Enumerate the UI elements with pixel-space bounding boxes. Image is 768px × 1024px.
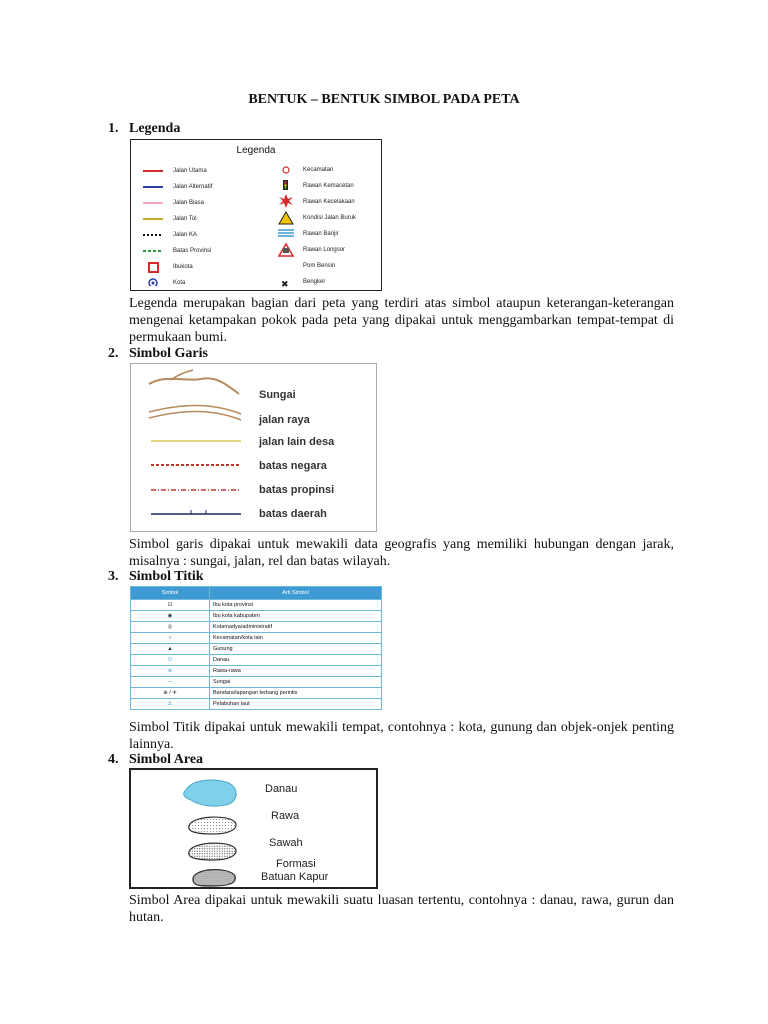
batuan-kapur-area-symbol: [193, 870, 235, 886]
section-number: 2.: [108, 346, 119, 361]
area-label: Formasi: [276, 858, 316, 870]
ibukota-symbol: [149, 263, 158, 272]
bandara-icon: ⊕ / ✈: [131, 688, 210, 699]
table-header-row: [131, 587, 382, 600]
section-title: Simbol Garis: [129, 346, 208, 361]
area-label: Rawa: [271, 810, 300, 822]
table-row: [131, 622, 382, 633]
table-header: Simbol: [131, 587, 210, 600]
simbol-area-figure: [129, 768, 378, 889]
legenda-item: Batas Provinsi: [173, 248, 212, 254]
legenda-item: Rawan Longsor: [303, 247, 346, 253]
section-number: 3.: [108, 569, 119, 584]
area-label: Sawah: [269, 837, 303, 849]
table-header: Arti Simbol: [210, 587, 382, 600]
section-paragraph-simbol-titik: Simbol Titik dipakai untuk mewakili tempat, contohnya : kota, gunung dan objek-onjek penting lainnya.: [129, 720, 674, 752]
area-symbols: [131, 770, 251, 887]
garis-symbols: [131, 364, 251, 531]
legenda-item: Rawan Banjir: [303, 231, 339, 237]
kondisi-jalan-buruk-symbol: [279, 212, 293, 224]
section-number: 4.: [108, 752, 119, 767]
table-row: [131, 699, 382, 710]
table-cell: Rawa-rawa: [210, 666, 382, 677]
table-cell: Ibu kota provinsi: [210, 600, 382, 611]
legenda-item: Jalan Utama: [173, 168, 207, 174]
legenda-item: Jalan Biasa: [173, 200, 205, 206]
table-row: [131, 688, 382, 699]
simbol-titik-table: [130, 586, 382, 710]
jalan-raya-symbol: [149, 406, 241, 415]
sungai-symbol: [149, 378, 239, 394]
section-title: Simbol Area: [129, 752, 204, 767]
section-paragraph-simbol-garis: Simbol garis dipakai untuk mewakili data geografis yang memiliki hubungan dengan jarak, misalnya : sungai, jalan, rel dan batas wilayah.: [129, 537, 674, 569]
table-row: [131, 633, 382, 644]
page-title: BENTUK – BENTUK SIMBOL PADA PETA: [248, 92, 520, 107]
garis-label: batas negara: [259, 460, 327, 472]
legenda-item: Jalan Tol: [173, 216, 197, 222]
table-row: [131, 600, 382, 611]
section-title: Simbol Titik: [129, 569, 204, 584]
legenda-item: Kota: [173, 280, 186, 286]
section-number: 1.: [108, 121, 119, 136]
legenda-item: Jalan Alternatif: [173, 184, 213, 190]
garis-label: jalan raya: [259, 414, 310, 426]
rawan-kecelakaan-symbol: [279, 194, 293, 208]
danau-area-symbol: [184, 780, 236, 806]
section-paragraph-simbol-area: Simbol Area dipakai untuk mewakili suatu luasan tertentu, contohnya : danau, rawa, gurun dan hutan.: [129, 893, 674, 925]
legenda-item: Rawan Kecelakaan: [303, 199, 355, 205]
legenda-right-symbols: [275, 164, 297, 288]
legenda-item: Jalan KA: [173, 232, 198, 238]
table-cell: Ibu kota kabupaten: [210, 611, 382, 622]
rawa-area-symbol: [189, 817, 236, 834]
area-label: Danau: [265, 783, 298, 795]
kecamatan-icon: ○: [131, 633, 210, 644]
legenda-item: Rawan Kemacetan: [303, 183, 354, 189]
kotamadya-icon: ◎: [131, 622, 210, 633]
legenda-item: Ibukota: [173, 264, 193, 270]
table-row: [131, 666, 382, 677]
ibu-kota-provinsi-icon: ⊡: [131, 600, 210, 611]
simbol-titik-figure: [130, 586, 382, 712]
table-row: [131, 644, 382, 655]
kecamatan-symbol: [283, 167, 289, 173]
section-paragraph-legenda: Legenda merupakan bagian dari peta yang terdiri atas simbol ataupun keterangan-keterangan mengenai ketampakan pokok pada peta yang dipakai untuk menggambarkan tempat-tempat di permukaan bumi.: [129, 296, 674, 345]
legenda-left-symbols: [141, 166, 169, 286]
ibu-kota-kabupaten-icon: ◉: [131, 611, 210, 622]
table-cell: Pelabuhan laut: [210, 699, 382, 710]
gunung-icon: ▲: [131, 644, 210, 655]
garis-label: batas propinsi: [259, 484, 335, 496]
section-heading-simbol-titik: [108, 569, 204, 585]
table-row: [131, 655, 382, 666]
legenda-item: Pom Bensin: [303, 263, 336, 269]
table-cell: Kotamadya/administratif: [210, 622, 382, 633]
legenda-item: Kecamatan: [303, 167, 334, 173]
bengkel-symbol: ✖: [281, 279, 289, 288]
sawah-area-symbol: [189, 843, 236, 860]
garis-label: batas daerah: [259, 508, 327, 520]
sungai-icon: ∽: [131, 677, 210, 688]
section-heading-simbol-garis: [108, 346, 208, 362]
garis-label: Sungai: [259, 389, 296, 401]
table-cell: Bandara/lapangan terbang perintis: [210, 688, 382, 699]
legenda-item: Kondisi Jalan Buruk: [303, 215, 357, 221]
table-row: [131, 611, 382, 622]
table-row: [131, 677, 382, 688]
section-heading-legenda: [108, 121, 180, 137]
section-title: Legenda: [129, 121, 181, 136]
pelabuhan-icon: ⚓: [131, 699, 210, 710]
area-label: Batuan Kapur: [261, 871, 329, 883]
table-cell: Danau: [210, 655, 382, 666]
table-cell: Sungai: [210, 677, 382, 688]
legenda-item: Bengkel: [303, 279, 325, 285]
legenda-title: Legenda: [236, 145, 276, 156]
rawa-icon: ≋: [131, 666, 210, 677]
legenda-figure: [130, 139, 382, 291]
table-cell: Kecamatan/kota lain: [210, 633, 382, 644]
danau-icon: ⬭: [131, 655, 210, 666]
section-heading-simbol-area: [108, 752, 203, 768]
simbol-garis-figure: [130, 363, 377, 532]
garis-label: jalan lain desa: [259, 436, 335, 448]
table-cell: Gunung: [210, 644, 382, 655]
